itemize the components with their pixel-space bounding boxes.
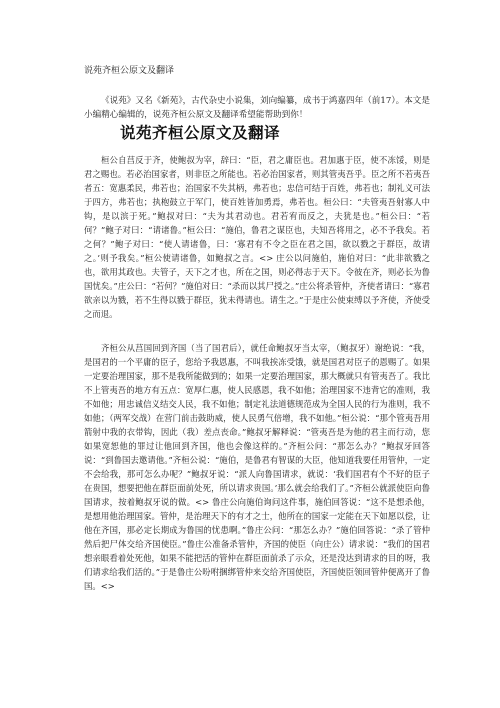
translation-paragraph: 齐桓公从莒国回到齐国（当了国君后），就任命鲍叔牙当太宰，（鲍叔牙）谢绝说：“我，是国君的一个平庸的臣子，您给予我恩惠，不叫我挨冻受饿，就是国君对臣子的恩赐了。如果一定要治理国家，那不是我所能做到的；如果一定要治理国家，那大概就只有管夷吾了。我比不上管夷吾的地方有五点：宽厚仁惠，使人民感恩，我不如他；治理国家不违背它的准则，我不如他；用忠诚信义结交人民，我不如他；制定礼法道德规范成为全国人民的行为准则，我不如他；（两军交战）在营门前击鼓助威，使人民勇气倍增，我不如他。”桓公说：“那个管夷吾用箭射中我的衣带钩，因此（我）差点丧命。”鲍叔牙解释说：“管夷吾是为他的君主而行动，您如果宽恕他的罪过让他回到齐国，他也会像这样的。”齐桓公问：“那怎么办？”鲍叔牙回答说：“到鲁国去邀请他。”齐桓公说：“施伯，是鲁君有智谋的大臣，他知道我要任用管仲，一定不会给我，那可怎么办呢？”鲍叔牙说：“派人向鲁国请求，就说：‘我们国君有个不好的臣子在贵国，想要把他在群臣面前处死，所以请求贵国。’那么就会给我们了。”齐桓公就派使臣向鲁国请求，按着鲍叔牙说的做。<> 鲁庄公向施伯询问这件事，施伯回答说：“这不是想杀他，是想用他治理国家。管仲，是治理天下的有才之士，他所在的国家一定能在天下如愿以偿，让他在齐国，那必定长期成为鲁国的忧患啊。”鲁庄公问：“那怎么办？”施伯回答说：“杀了管仲然后把尸体交给齐国使臣。”鲁庄公准备杀管仲，齐国的使臣（向庄公）请求说：“我们的国君想亲眼看着处死他，如果不能把活的管仲在群臣面前杀了示众，还是没达到请求的目的呀，我们请求给我们活的。”于是鲁庄公吩咐捆绑管仲来交给齐国使臣，齐国使臣领回管仲便离开了鲁国。<> bbox=[84, 343, 430, 591]
document-title: 说苑齐桓公原文及翻译 bbox=[120, 123, 281, 142]
document-header: 说苑齐桓公原文及翻译 bbox=[84, 66, 175, 76]
original-text-paragraph: 桓公自莒反于齐，使鲍叔为宰，辞曰：“臣，君之庸臣也。君加惠于臣，使不冻馁，则是君之赐也。若必治国家者，则非臣之所能也。若必治国家者，则其管夷吾乎。臣之所不若夷吾者五：宽惠柔民，弗若也；治国家不失其柄，弗若也；忠信可结于百姓，弗若也；制礼义可法于四方，弗若也；执枹鼓立于军门，使百姓皆加勇焉，弗若也。桓公曰：“夫管夷吾射寡人中钩，是以滨于死。”鲍叔对曰：“夫为其君动也。君若宥而反之，夫犹是也。”桓公曰：“若何？”鲍子对曰：“请诸鲁。”桓公曰：“施伯，鲁君之谋臣也，夫知吾将用之，必不予我矣。若之何？”鲍子对曰：“使人请诸鲁，曰：‘寡君有不令之臣在君之国，欲以戮之于群臣，故请之。’则予我矣。”桓公使请诸鲁，如鲍叔之言。<> 庄公以问施伯，施伯对曰：“此非欲戮之也，欲用其政也。夫管子，天下之才也，所在之国，则必得志于天下。令彼在齐，则必长为鲁国忧矣。”庄公曰：“若何？”施伯对曰：“杀而以其尸授之。”庄公将杀管仲，齐使者请曰：“寡君欲亲以为戮，若不生得以戮于群臣，犹未得请也。请生之。”于是庄公使束缚以予齐使，齐使受之而退。 bbox=[84, 155, 430, 319]
intro-paragraph: 《说苑》又名《新苑》，古代杂史小说集，刘向编纂，成书于鸿嘉四年（前17）。本文是小编精心编辑的，说苑齐桓公原文及翻译希望能帮助到你！ bbox=[84, 96, 430, 120]
